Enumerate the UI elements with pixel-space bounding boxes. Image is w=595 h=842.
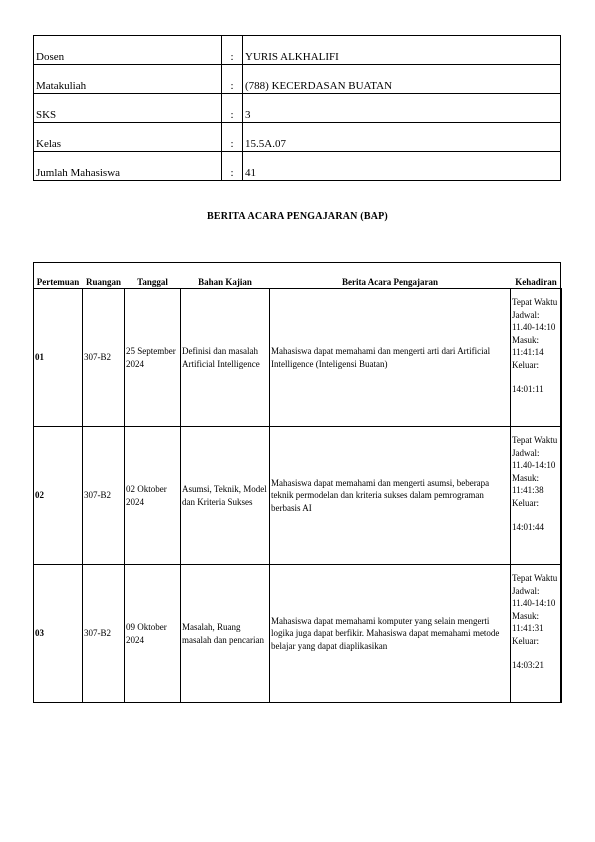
cell-kehadiran — [511, 289, 562, 427]
bap-table — [33, 262, 562, 703]
page-title: BERITA ACARA PENGAJARAN (BAP) — [207, 211, 388, 222]
cell-bahan-kajian: Definisi dan masalah Artificial Intelligence — [181, 289, 270, 427]
table-row — [34, 565, 562, 703]
header-bahan-kajian: Bahan Kajian — [198, 277, 252, 287]
kehadiran-jadwal-value: 11.40-14:10 — [512, 322, 556, 332]
header-tanggal: Tanggal — [137, 277, 168, 287]
kehadiran-status: Tepat Waktu — [512, 435, 558, 445]
cell-berita-acara: Mahasiswa dapat memahami dan mengerti asumsi, beberapa teknik permodelan dan kriteria sukses dalam pemrograman berbasis AI — [270, 427, 511, 565]
info-separator: : — [222, 152, 243, 181]
table-row — [34, 427, 562, 565]
header-kehadiran: Kehadiran — [515, 277, 557, 287]
cell-ruangan: 307-B2 — [83, 289, 125, 427]
info-label: Jumlah Mahasiswa — [34, 152, 222, 181]
info-row-kelas — [34, 123, 561, 152]
cell-berita-acara: Mahasiswa dapat memahami dan mengerti arti dari Artificial Intelligence (Inteligensi Buatan) — [270, 289, 511, 427]
kehadiran-masuk-label: Masuk: — [512, 334, 539, 345]
info-row-sks — [34, 94, 561, 123]
kehadiran-keluar-value: 14:03:21 — [512, 660, 545, 670]
kehadiran-masuk-label: Masuk: — [512, 610, 539, 621]
kehadiran-keluar-label: Keluar: — [512, 359, 539, 370]
kehadiran-status: Tepat Waktu — [512, 573, 558, 583]
cell-kehadiran — [511, 565, 562, 703]
info-label: Matakuliah — [34, 65, 222, 94]
cell-tanggal: 02 Oktober 2024 — [125, 427, 181, 565]
info-label: Dosen — [34, 36, 222, 65]
kehadiran-masuk-value: 11:41:31 — [512, 623, 544, 633]
cell-bahan-kajian: Asumsi, Teknik, Model dan Kriteria Sukses — [181, 427, 270, 565]
kehadiran-jadwal-label: Jadwal: — [512, 585, 540, 596]
kehadiran-jadwal-value: 11.40-14:10 — [512, 598, 556, 608]
info-separator: : — [222, 65, 243, 94]
kehadiran-keluar-label: Keluar: — [512, 497, 539, 508]
info-value: YURIS ALKHALIFI — [243, 36, 561, 65]
info-separator: : — [222, 94, 243, 123]
cell-ruangan: 307-B2 — [83, 427, 125, 565]
info-separator: : — [222, 36, 243, 65]
kehadiran-keluar-value: 14:01:11 — [512, 384, 544, 394]
kehadiran-masuk-label: Masuk: — [512, 472, 539, 483]
cell-ruangan: 307-B2 — [83, 565, 125, 703]
table-row — [34, 289, 562, 427]
info-row-matakuliah — [34, 65, 561, 94]
cell-tanggal: 25 September 2024 — [125, 289, 181, 427]
cell-berita-acara: Mahasiswa dapat memahami komputer yang selain mengerti logika juga dapat berfikir. Mahasiswa dapat memahami metode belajar yang dapat diaplikasikan — [270, 565, 511, 703]
info-separator: : — [222, 123, 243, 152]
kehadiran-keluar-label: Keluar: — [512, 635, 539, 646]
kehadiran-status: Tepat Waktu — [512, 297, 558, 307]
kehadiran-jadwal-label: Jadwal: — [512, 447, 540, 458]
cell-pertemuan: 02 — [34, 427, 83, 565]
kehadiran-masuk-value: 11:41:14 — [512, 347, 544, 357]
header-ruangan: Ruangan — [85, 277, 121, 287]
cell-tanggal: 09 Oktober 2024 — [125, 565, 181, 703]
header-pertemuan: Pertemuan — [36, 277, 80, 287]
bap-header-row — [34, 262, 562, 289]
kehadiran-masuk-value: 11:41:38 — [512, 485, 544, 495]
kehadiran-jadwal-label: Jadwal: — [512, 309, 540, 320]
kehadiran-keluar-value: 14:01:44 — [512, 522, 545, 532]
info-value: 41 — [243, 152, 561, 181]
cell-pertemuan: 01 — [34, 289, 83, 427]
info-row-jumlah-mahasiswa — [34, 152, 561, 181]
course-info-table — [33, 35, 561, 181]
info-row-dosen — [34, 36, 561, 65]
cell-kehadiran — [511, 427, 562, 565]
cell-bahan-kajian: Masalah, Ruang masalah dan pencarian — [181, 565, 270, 703]
info-value: 15.5A.07 — [243, 123, 561, 152]
kehadiran-jadwal-value: 11.40-14:10 — [512, 460, 556, 470]
info-value: 3 — [243, 94, 561, 123]
cell-pertemuan: 03 — [34, 565, 83, 703]
info-label: SKS — [34, 94, 222, 123]
info-label: Kelas — [34, 123, 222, 152]
info-value: (788) KECERDASAN BUATAN — [243, 65, 561, 94]
header-berita-acara: Berita Acara Pengajaran — [342, 277, 438, 287]
